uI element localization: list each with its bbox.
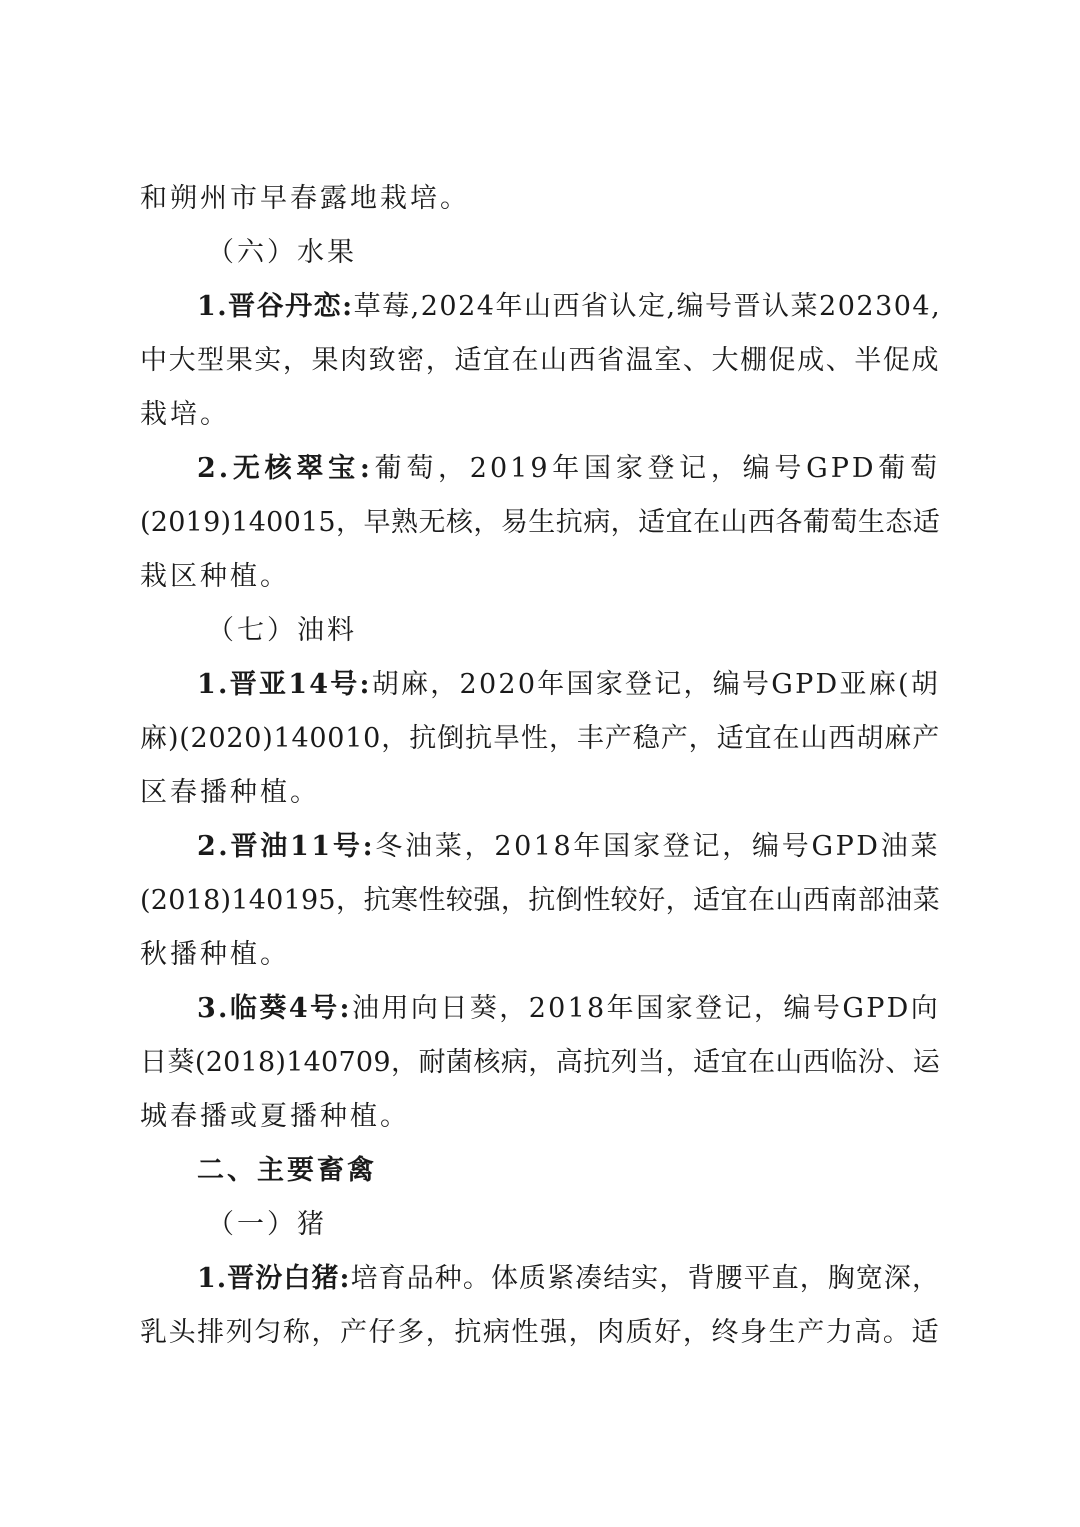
item-paragraph xyxy=(140,442,940,604)
item-title: 2.晋油11号: xyxy=(197,831,376,862)
text-line xyxy=(140,982,940,1036)
text-line xyxy=(140,658,940,712)
text-span: 培育品种。体质紧凑结实，背腰平直，胸宽深， xyxy=(350,1263,941,1294)
subheading-text: （一）猪 xyxy=(207,1209,327,1240)
item-paragraph xyxy=(140,280,940,442)
section-heading-text: 二、主要畜禽 xyxy=(197,1155,377,1186)
text-span: 草莓,2024年山西省认定,编号晋认菜202304, xyxy=(353,291,942,322)
text-line xyxy=(140,1252,940,1306)
subheading-text: （六）水果 xyxy=(207,237,357,268)
text-line: 和朔州市早春露地栽培。 xyxy=(140,183,470,214)
text-line: 麻)(2020)140010，抗倒抗旱性，丰产稳产，适宜在山西胡麻产 xyxy=(140,723,940,754)
item-paragraph xyxy=(140,1252,940,1360)
subheading-pig xyxy=(140,1198,940,1252)
item-title: 1.晋亚14号: xyxy=(197,669,372,700)
text-line: (2018)140195，抗寒性较强，抗倒性较好，适宜在山西南部油菜 xyxy=(140,885,940,916)
text-span: 胡麻，2020年国家登记，编号GPD亚麻(胡 xyxy=(371,669,940,700)
section-heading xyxy=(140,1144,940,1198)
item-title: 1.晋汾白猪: xyxy=(197,1263,351,1294)
text-span: 冬油菜，2018年国家登记，编号GPD油菜 xyxy=(375,831,940,862)
text-line: 乳头排列匀称，产仔多，抗病性强，肉质好，终身生产力高。适 xyxy=(140,1317,940,1348)
text-line: 日葵(2018)140709，耐菌核病，高抗列当，适宜在山西临汾、运 xyxy=(140,1047,940,1078)
text-line xyxy=(140,820,940,874)
item-paragraph xyxy=(140,982,940,1144)
text-line xyxy=(140,280,940,334)
item-paragraph xyxy=(140,658,940,820)
text-line: 城春播或夏播种植。 xyxy=(140,1101,410,1132)
item-title: 3.临葵4号: xyxy=(197,993,352,1024)
text-span: 葡萄，2019年国家登记，编号GPD葡萄 xyxy=(372,453,940,484)
document-body xyxy=(140,172,940,1360)
text-line: (2019)140015，早熟无核，易生抗病，适宜在山西各葡萄生态适 xyxy=(140,507,940,538)
text-line: 栽区种植。 xyxy=(140,561,290,592)
subheading-text: （七）油料 xyxy=(207,615,357,646)
text-line: 中大型果实，果肉致密，适宜在山西省温室、大棚促成、半促成 xyxy=(140,345,940,376)
item-title: 2.无核翠宝: xyxy=(197,453,373,484)
item-title: 1.晋谷丹恋: xyxy=(197,291,354,322)
text-line xyxy=(140,442,940,496)
text-line: 栽培。 xyxy=(140,399,230,430)
subheading-oil xyxy=(140,604,940,658)
subheading-fruit xyxy=(140,226,940,280)
text-line: 区春播种植。 xyxy=(140,777,320,808)
text-span: 油用向日葵，2018年国家登记，编号GPD向 xyxy=(351,993,940,1024)
text-line: 秋播种植。 xyxy=(140,939,290,970)
paragraph-continuation xyxy=(140,172,940,226)
item-paragraph xyxy=(140,820,940,982)
